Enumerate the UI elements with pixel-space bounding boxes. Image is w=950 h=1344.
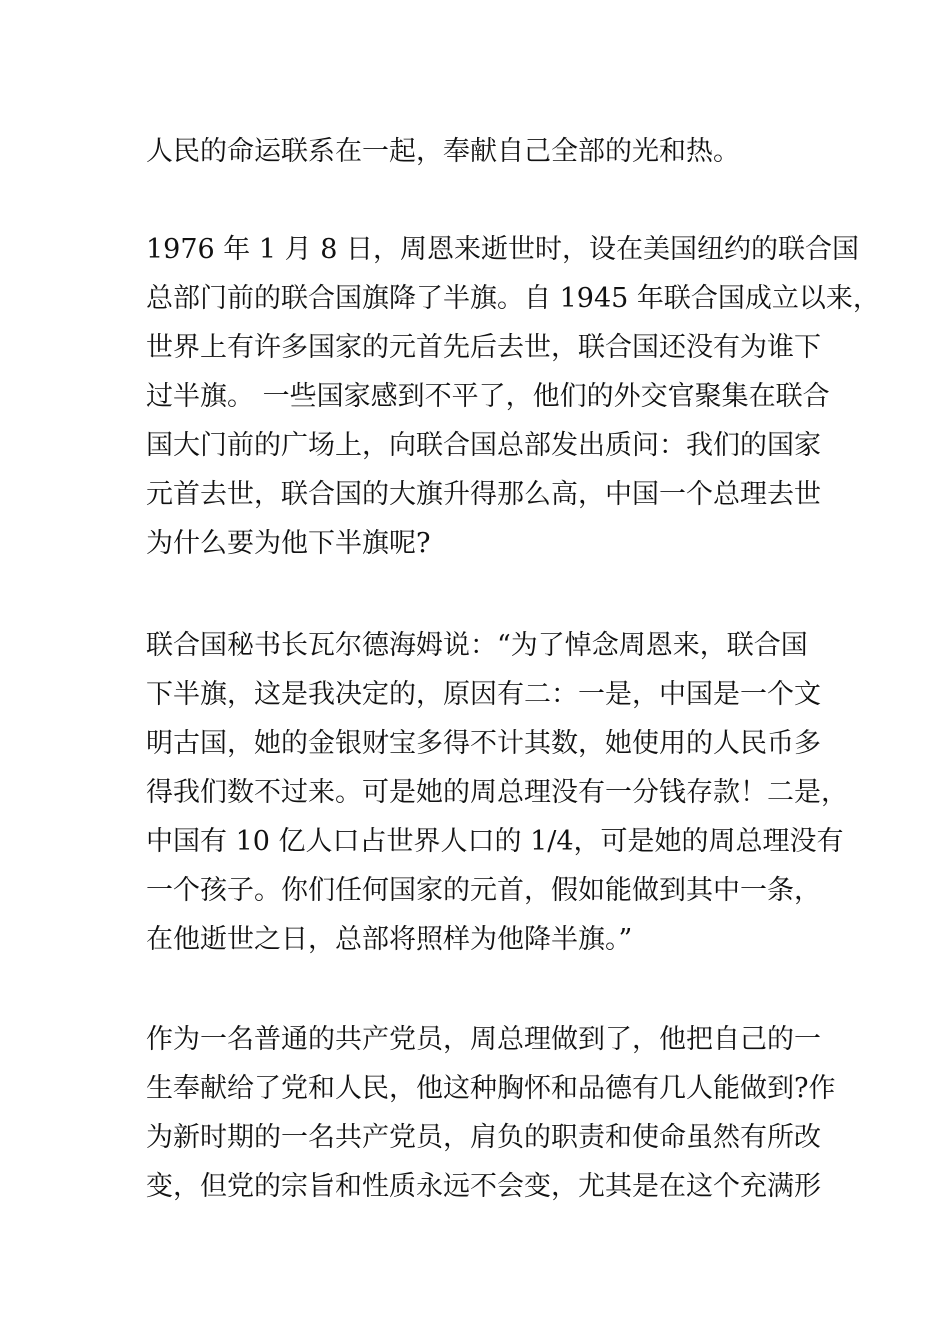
text-line: 在他逝世之日，总部将照样为他降半旗。” (146, 924, 633, 955)
text-line: 中国有 10 亿人口占世界人口的 1/4，可是她的周总理没有 (146, 826, 844, 857)
text-line: 变，但党的宗旨和性质永远不会变，尤其是在这个充满形 (146, 1171, 821, 1202)
text-line: 明古国，她的金银财宝多得不计其数，她使用的人民币多 (146, 728, 821, 759)
text-line: 下半旗，这是我决定的，原因有二：一是，中国是一个文 (146, 679, 821, 710)
text-line: 作为一名普通的共产党员，周总理做到了，他把自己的一 (146, 1024, 821, 1055)
text-line: 1976 年 1 月 8 日，周恩来逝世时，设在美国纽约的联合国 (146, 234, 859, 265)
paragraph-1 (146, 127, 826, 176)
text-line: 世界上有许多国家的元首先后去世，联合国还没有为谁下 (146, 332, 821, 363)
text-line: 过半旗。 一些国家感到不平了，他们的外交官聚集在联合 (146, 381, 830, 412)
text-line: 为什么要为他下半旗呢? (146, 528, 431, 559)
text-line: 国大门前的广场上，向联合国总部发出质问：我们的国家 (146, 430, 821, 461)
text-line: 生奉献给了党和人民，他这种胸怀和品德有几人能做到?作 (146, 1073, 836, 1104)
paragraph-4 (146, 1015, 836, 1211)
text-line: 人民的命运联系在一起，奉献自己全部的光和热。 (146, 136, 740, 167)
text-line: 一个孩子。你们任何国家的元首，假如能做到其中一条， (146, 875, 821, 906)
text-line: 元首去世，联合国的大旗升得那么高，中国一个总理去世 (146, 479, 821, 510)
text-line: 得我们数不过来。可是她的周总理没有一分钱存款！二是， (146, 777, 848, 808)
text-line: 总部门前的联合国旗降了半旗。自 1945 年联合国成立以来， (146, 283, 880, 314)
paragraph-2 (146, 225, 880, 568)
text-line: 联合国秘书长瓦尔德海姆说：“为了悼念周恩来，联合国 (146, 630, 808, 661)
text-line: 为新时期的一名共产党员，肩负的职责和使命虽然有所改 (146, 1122, 821, 1153)
paragraph-3 (146, 621, 848, 964)
